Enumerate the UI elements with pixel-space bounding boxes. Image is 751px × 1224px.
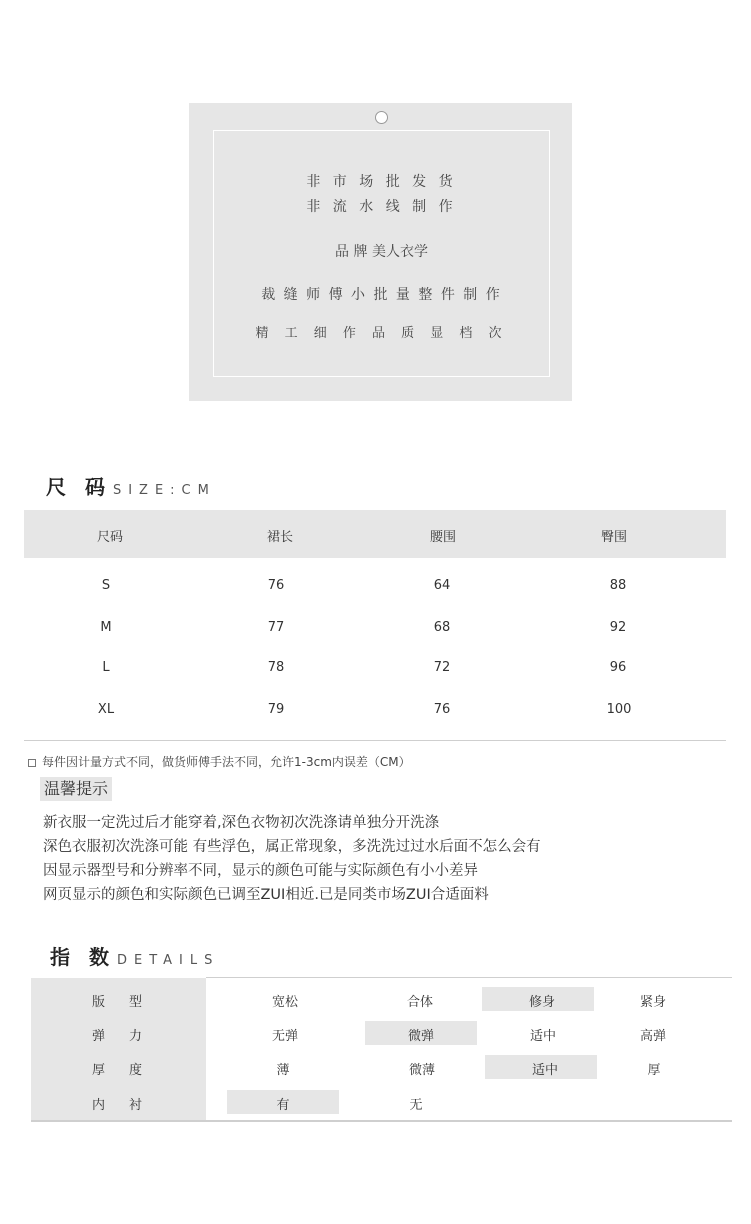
size-row-xl-waist: 76	[433, 702, 451, 717]
size-row-xl-length: 79	[267, 702, 285, 717]
tip-line-3: 因显示器型号和分辨率不同，显示的颜色可能与实际颜色有小小差异	[43, 863, 478, 879]
fit-option-loose: 宽松	[271, 995, 299, 1010]
thickness-option-medium: 适中	[531, 1063, 559, 1078]
size-row-s-hip: 88	[609, 578, 627, 593]
size-header-hip: 臀围	[600, 530, 628, 545]
stretch-option-slight: 微弹	[407, 1029, 435, 1044]
size-row-s-length: 76	[267, 578, 285, 593]
size-row-xl-hip: 100	[606, 702, 632, 717]
size-table-divider	[24, 740, 726, 741]
size-row-l-length: 78	[267, 660, 285, 675]
tag-line-craft: 裁 缝 师 傅 小 批 量 整 件 制 作	[261, 287, 502, 303]
size-section-title	[46, 471, 216, 500]
size-title-en: SIZE:CM	[112, 483, 216, 498]
details-section-title	[50, 941, 219, 970]
size-row-m-hip: 92	[609, 620, 627, 635]
stretch-option-none: 无弹	[271, 1029, 299, 1044]
measurement-note	[28, 753, 411, 770]
size-row-l-size: L	[102, 660, 110, 675]
tag-inner-frame	[213, 130, 550, 377]
measurement-note-text: 每件因计量方式不同，做货师傅手法不同，允许1-3cm内误差（CM）	[42, 755, 411, 769]
size-row-s-waist: 64	[433, 578, 451, 593]
tag-line-not-assembly: 非 流 水 线 制 作	[306, 199, 457, 215]
fit-option-tight: 紧身	[639, 995, 667, 1010]
tag-hole	[375, 111, 388, 124]
size-title-cn: 尺 码	[46, 475, 111, 499]
tag-line-quality: 精 工 细 作 品 质 显 档 次	[255, 326, 508, 341]
size-header-size: 尺码	[96, 530, 124, 545]
tag-line-brand: 品 牌 美人衣学	[335, 244, 428, 260]
size-row-l-hip: 96	[609, 660, 627, 675]
thickness-option-slightly-thin: 微薄	[408, 1063, 436, 1078]
stretch-option-high: 高弹	[639, 1029, 667, 1044]
thickness-option-thin: 薄	[276, 1063, 290, 1078]
size-row-m-size: M	[100, 620, 112, 635]
lining-option-no: 无	[409, 1098, 423, 1113]
thickness-option-thick: 厚	[647, 1063, 661, 1078]
details-label-thickness: 厚度	[92, 1063, 167, 1078]
size-header-length: 裙长	[266, 530, 294, 545]
hang-tag-card	[189, 103, 572, 401]
details-label-stretch: 弹力	[92, 1029, 167, 1044]
size-row-m-waist: 68	[433, 620, 451, 635]
tip-line-1: 新衣服一定洗过后才能穿着,深色衣物初次洗涤请单独分开洗涤	[43, 815, 440, 831]
size-row-l-waist: 72	[433, 660, 451, 675]
details-top-divider	[206, 977, 732, 978]
tip-line-2: 深色衣服初次洗涤可能 有些浮色，属正常现象，多洗洗过过水后面不怎么会有	[43, 839, 541, 855]
fit-option-slim: 修身	[528, 995, 556, 1010]
size-header-waist: 腰围	[429, 530, 457, 545]
size-row-xl-size: XL	[97, 702, 115, 717]
details-label-lining: 内衬	[92, 1098, 167, 1113]
size-row-m-length: 77	[267, 620, 285, 635]
tips-title: 温馨提示	[40, 777, 112, 801]
tag-line-not-wholesale: 非 市 场 批 发 货	[306, 174, 457, 190]
fit-option-regular: 合体	[406, 995, 434, 1010]
tip-line-4: 网页显示的颜色和实际颜色已调至ZUI相近.已是同类市场ZUI合适面料	[43, 887, 489, 903]
details-label-fit: 版型	[92, 995, 167, 1010]
note-bullet-icon	[28, 759, 36, 767]
lining-option-yes: 有	[276, 1098, 290, 1113]
details-title-en: DETAILS	[116, 953, 220, 968]
details-title-cn: 指 数	[50, 945, 115, 969]
stretch-option-medium: 适中	[529, 1029, 557, 1044]
details-bottom-divider	[31, 1120, 732, 1122]
size-row-s-size: S	[101, 578, 111, 593]
